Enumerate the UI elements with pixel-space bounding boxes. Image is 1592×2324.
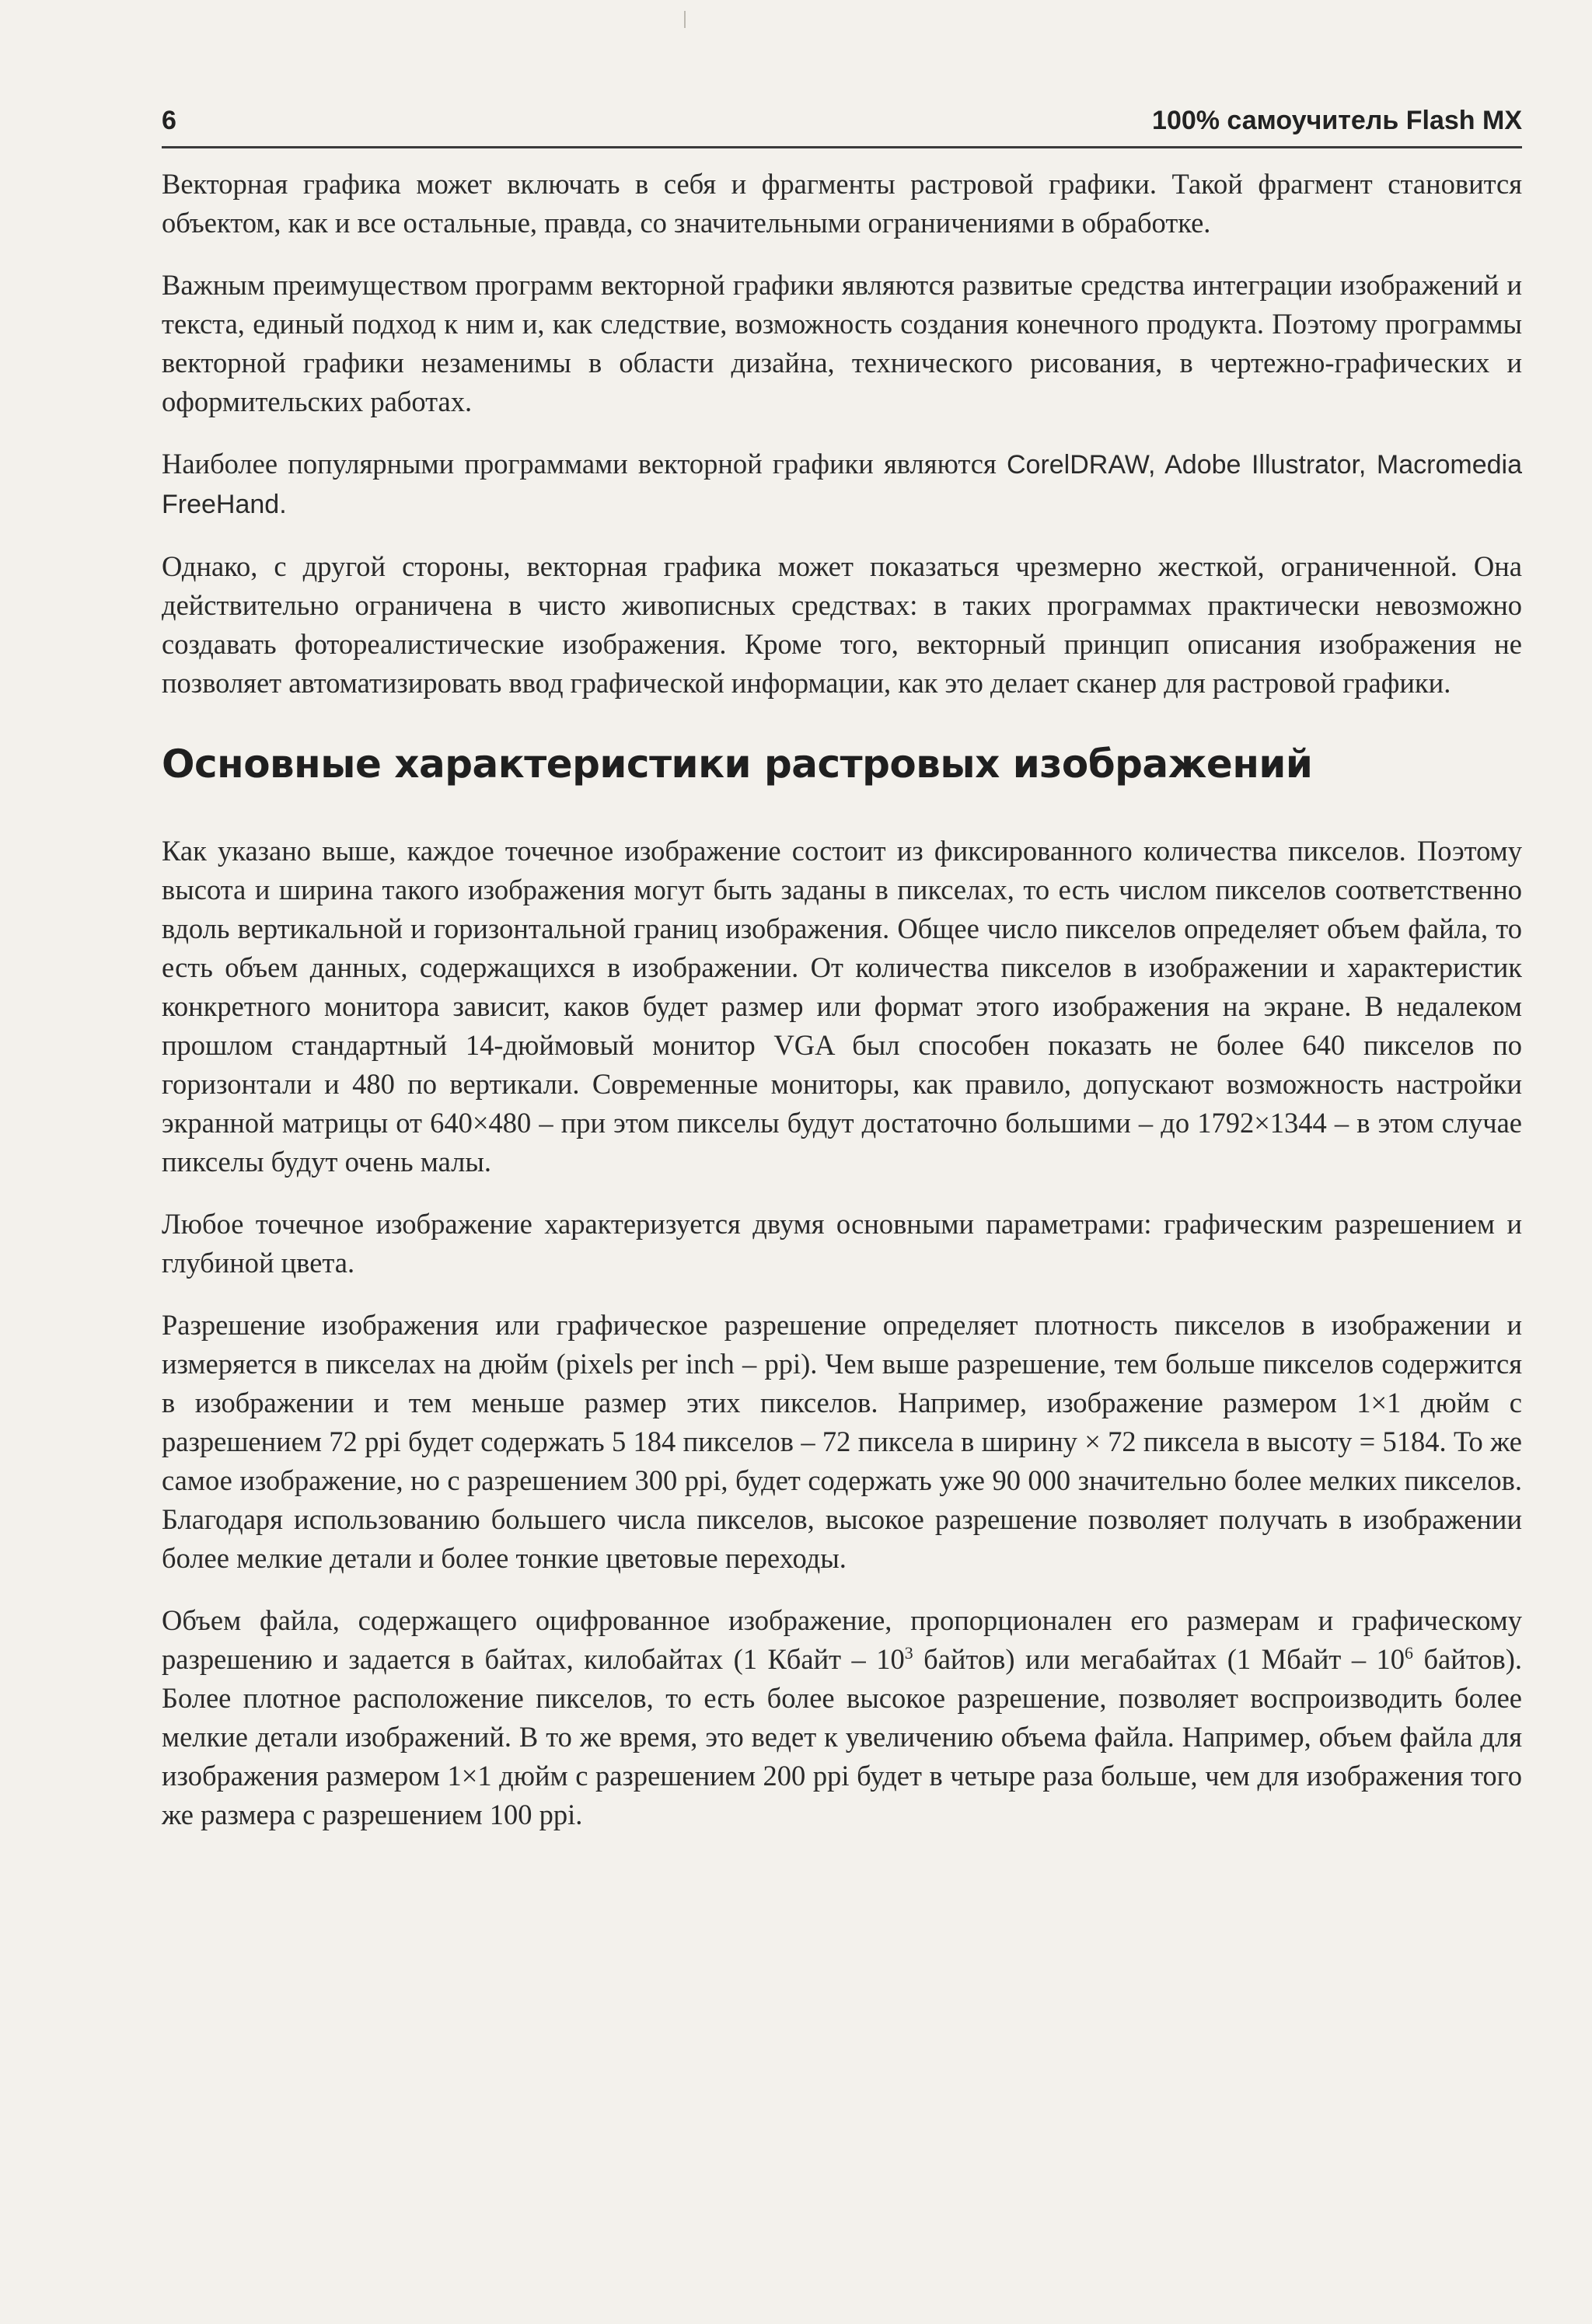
paragraph-pixel-dimensions: Как указано выше, каждое точечное изображение состоит из фиксированного количества пикселов. Поэтому высота и ширина такого изображения могут быть заданы в пикселах, то есть числом пикселов соответственно вдоль вертикальной и горизонтальной границ изображения. Общее число пикселов определяет объем файла, то есть объем данных, содержащихся в изображении. От количества пикселов в изображении и характеристик конкретного монитора зависит, каков будет размер или формат этого изображения на экране. В недалеком прошлом стандартный 14-дюймовый монитор VGA был способен показать не более 640 пикселов по горизонтали и 480 по вертикали. Современные мониторы, как правило, допускают возможность настройки экранной матрицы от 640×480 – при этом пикселы будут достаточно большими – до 1792×1344 – в этом случае пикселы будут очень малы.: [162, 835, 1522, 1178]
file-size-text-c: байтов). Более плотное расположение пикселов, то есть более высокое разрешение, позволяет воспроизводить более мелкие детали изображений. В то же время, это ведет к увеличению объема файла. Например, объем файла для изображения размером 1×1 дюйм с разрешением 200 ppi будет в четыре раза больше, чем для изображения того же размера с разрешением 100 ppi.: [162, 1643, 1522, 1830]
paragraph-image-parameters: Любое точечное изображение характеризуется двумя основными параметрами: графическим разрешением и глубиной цвета.: [162, 1208, 1522, 1279]
file-size-text-a: Объем файла, содержащего оцифрованное изображение, пропорционален его размерам и графическому разрешению и задается в байтах, килобайтах (1 Кбайт – 10: [162, 1604, 1522, 1675]
paragraph-resolution: Разрешение изображения или графическое разрешение определяет плотность пикселов в изображении и измеряется в пикселах на дюйм (pixels per inch – ppi). Чем выше разрешение, тем больше пикселов содержится в изображении и тем меньше размер этих пикселов. Например, изображение размером 1×1 дюйм с разрешением 72 ppi будет содержать 5 184 пикселов – 72 пиксела в ширину × 72 пиксела в высоту = 5184. То же самое изображение, но с разрешением 300 ppi, будет содержать уже 90 000 значительно более мелких пикселов. Благодаря использованию большего числа пикселов, высокое разрешение позволяет получать в изображении более мелкие детали и более тонкие цветовые переходы.: [162, 1309, 1522, 1574]
paragraph-vector-raster-fragments: Векторная графика может включать в себя и фрагменты растровой графики. Такой фрагмент становится объектом, как и все остальные, правда, со значительными ограничениями в обработке.: [162, 168, 1522, 239]
page-number: 6: [162, 106, 176, 135]
file-size-text-b: байтов) или мегабайтах (1 Мбайт – 10: [913, 1643, 1405, 1675]
page-header: [162, 106, 1522, 148]
paragraph-vector-advantages: Важным преимуществом программ векторной графики являются развитые средства интеграции изображений и текста, единый подход к ним и, как следствие, возможность создания конечного продукта. Поэтому программы векторной графики незаменимы в области дизайна, технического рисования, в чертежно-графических и оформительских работах.: [162, 269, 1522, 417]
exponent-6: 6: [1405, 1642, 1413, 1663]
running-title: 100% самоучитель Flash MX: [1152, 106, 1522, 135]
scan-artifact: [684, 11, 686, 28]
paragraph-popular-programs-text: Наиболее популярными программами векторной графики являются: [162, 448, 1007, 480]
paragraph-popular-programs: [162, 445, 1522, 524]
exponent-3: 3: [904, 1642, 913, 1663]
paragraph-vector-limitations: Однако, с другой стороны, векторная графика может показаться чрезмерно жесткой, ограниченной. Она действительно ограничена в чисто живописных средствах: в таких программах практически невозможно создавать фотореалистические изображения. Кроме того, векторный принцип описания изображения не позволяет автоматизировать ввод графической информации, как это делает сканер для растровой графики.: [162, 550, 1522, 699]
page-body: [162, 165, 1522, 1858]
product-names: CorelDRAW, Adobe Illustrator, Macromedia FreeHand.: [162, 450, 1522, 519]
paragraph-file-size: [162, 1601, 1522, 1834]
section-heading: Основные характеристики растровых изображений: [162, 742, 1313, 787]
